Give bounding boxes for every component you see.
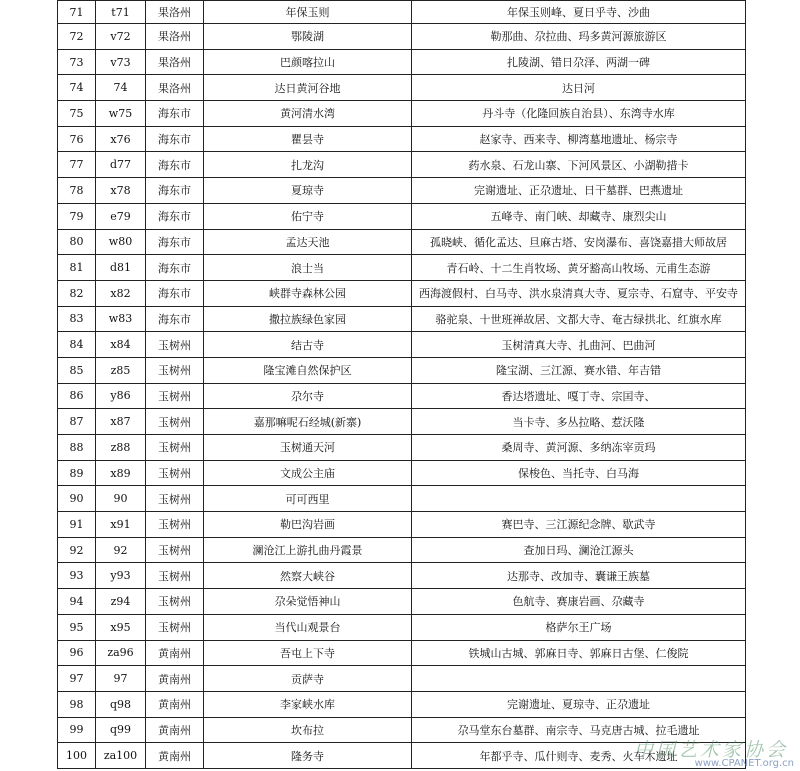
table-row	[58, 152, 746, 178]
row-region-cell: 玉树州	[146, 563, 204, 589]
row-notes-cell: 赵家寺、西来寺、柳湾墓地遗址、杨宗寺	[412, 126, 746, 152]
row-region-cell: 果洛州	[146, 75, 204, 101]
row-code-cell: 90	[96, 486, 146, 512]
row-notes-cell	[412, 486, 746, 512]
row-notes-cell: 勒那曲、尕拉曲、玛多黄河源旅游区	[412, 24, 746, 50]
table-row	[58, 743, 746, 769]
row-number-cell: 99	[58, 717, 96, 743]
row-number-cell: 73	[58, 49, 96, 75]
row-notes-cell: 保梭色、当托寺、白马海	[412, 460, 746, 486]
table-row	[58, 203, 746, 229]
row-site-cell: 玉树通天河	[204, 435, 412, 461]
row-code-cell: d81	[96, 255, 146, 281]
table-row	[58, 640, 746, 666]
row-region-cell: 玉树州	[146, 332, 204, 358]
row-number-cell: 77	[58, 152, 96, 178]
row-site-cell: 当代山观景台	[204, 614, 412, 640]
row-site-cell: 夏琼寺	[204, 178, 412, 204]
table-row	[58, 717, 746, 743]
row-notes-cell: 达日河	[412, 75, 746, 101]
table-row	[58, 1, 746, 24]
row-code-cell: w83	[96, 306, 146, 332]
row-number-cell: 89	[58, 460, 96, 486]
row-region-cell: 海东市	[146, 101, 204, 127]
table-row	[58, 126, 746, 152]
row-region-cell: 玉树州	[146, 486, 204, 512]
row-region-cell: 玉树州	[146, 357, 204, 383]
row-number-cell: 75	[58, 101, 96, 127]
row-notes-cell: 扎陵湖、错日尕泽、两湖一碑	[412, 49, 746, 75]
row-notes-cell: 尕马堂东台墓群、南宗寺、马克唐古城、拉毛遗址	[412, 717, 746, 743]
row-code-cell: q99	[96, 717, 146, 743]
table-row	[58, 332, 746, 358]
table-row	[58, 24, 746, 50]
table-row	[58, 589, 746, 615]
row-region-cell: 海东市	[146, 229, 204, 255]
table-row	[58, 486, 746, 512]
row-number-cell: 72	[58, 24, 96, 50]
row-region-cell: 玉树州	[146, 460, 204, 486]
table-row	[58, 229, 746, 255]
row-notes-cell: 当卡寺、多丛拉略、惹沃隆	[412, 409, 746, 435]
row-notes-cell: 查加日玛、澜沧江源头	[412, 537, 746, 563]
row-number-cell: 87	[58, 409, 96, 435]
row-site-cell: 峡群寺森林公园	[204, 280, 412, 306]
row-notes-cell: 骆驼泉、十世班禅故居、文都大寺、奄古绿拱北、红旗水库	[412, 306, 746, 332]
row-region-cell: 玉树州	[146, 383, 204, 409]
row-code-cell: v72	[96, 24, 146, 50]
table-row	[58, 101, 746, 127]
row-number-cell: 90	[58, 486, 96, 512]
row-region-cell: 海东市	[146, 203, 204, 229]
table-row	[58, 537, 746, 563]
row-site-cell: 嘉那嘛呢石经城(新寨)	[204, 409, 412, 435]
table-row	[58, 49, 746, 75]
row-region-cell: 黄南州	[146, 717, 204, 743]
row-notes-cell: 年保玉则峰、夏日乎寺、沙曲	[412, 1, 746, 24]
row-notes-cell: 五峰寺、南门峡、却藏寺、康烈尖山	[412, 203, 746, 229]
row-region-cell: 黄南州	[146, 691, 204, 717]
row-code-cell: w75	[96, 101, 146, 127]
row-site-cell: 澜沧江上游扎曲丹霞景	[204, 537, 412, 563]
row-number-cell: 71	[58, 1, 96, 24]
row-code-cell: z94	[96, 589, 146, 615]
row-code-cell: x95	[96, 614, 146, 640]
row-code-cell: q98	[96, 691, 146, 717]
table-row	[58, 409, 746, 435]
row-site-cell: 扎龙沟	[204, 152, 412, 178]
row-notes-cell: 完谢遗址、正尕遗址、日干墓群、巴燕遗址	[412, 178, 746, 204]
row-site-cell: 文成公主庙	[204, 460, 412, 486]
row-site-cell: 尕尔寺	[204, 383, 412, 409]
row-notes-cell: 色航寺、赛康岩画、尕藏寺	[412, 589, 746, 615]
row-number-cell: 91	[58, 512, 96, 538]
row-notes-cell	[412, 666, 746, 692]
row-region-cell: 玉树州	[146, 589, 204, 615]
row-code-cell: za96	[96, 640, 146, 666]
row-number-cell: 97	[58, 666, 96, 692]
row-number-cell: 84	[58, 332, 96, 358]
row-notes-cell: 西海渡假村、白马寺、洪水泉清真大寺、夏宗寺、石窟寺、平安寺	[412, 280, 746, 306]
row-number-cell: 78	[58, 178, 96, 204]
row-number-cell: 93	[58, 563, 96, 589]
row-region-cell: 黄南州	[146, 666, 204, 692]
row-region-cell: 玉树州	[146, 512, 204, 538]
table-row	[58, 280, 746, 306]
row-code-cell: d77	[96, 152, 146, 178]
row-code-cell: x82	[96, 280, 146, 306]
table-row	[58, 383, 746, 409]
row-code-cell: 92	[96, 537, 146, 563]
row-site-cell: 达日黄河谷地	[204, 75, 412, 101]
row-region-cell: 玉树州	[146, 435, 204, 461]
row-notes-cell: 桑周寺、黄河源、多纳冻宰贡玛	[412, 435, 746, 461]
table-row	[58, 614, 746, 640]
row-region-cell: 黄南州	[146, 743, 204, 769]
row-site-cell: 贡萨寺	[204, 666, 412, 692]
row-number-cell: 88	[58, 435, 96, 461]
row-code-cell: 74	[96, 75, 146, 101]
row-notes-cell: 药水泉、石龙山寨、下河风景区、小湖勒措卡	[412, 152, 746, 178]
row-notes-cell: 隆宝湖、三江源、赛水错、年吉错	[412, 357, 746, 383]
row-code-cell: y93	[96, 563, 146, 589]
table-row	[58, 306, 746, 332]
row-site-cell: 巴颜喀拉山	[204, 49, 412, 75]
row-number-cell: 74	[58, 75, 96, 101]
row-number-cell: 98	[58, 691, 96, 717]
row-number-cell: 81	[58, 255, 96, 281]
row-code-cell: 97	[96, 666, 146, 692]
table-row	[58, 75, 746, 101]
row-number-cell: 82	[58, 280, 96, 306]
row-number-cell: 79	[58, 203, 96, 229]
row-site-cell: 隆务寺	[204, 743, 412, 769]
row-code-cell: t71	[96, 1, 146, 24]
row-site-cell: 鄂陵湖	[204, 24, 412, 50]
row-notes-cell: 年都乎寺、瓜什则寺、麦秀、火车木遗址	[412, 743, 746, 769]
table-row	[58, 666, 746, 692]
table-row	[58, 512, 746, 538]
row-code-cell: w80	[96, 229, 146, 255]
row-notes-cell: 青石岭、十二生肖牧场、黄牙豁高山牧场、元甫生态游	[412, 255, 746, 281]
row-region-cell: 海东市	[146, 280, 204, 306]
row-site-cell: 年保玉则	[204, 1, 412, 24]
row-notes-cell: 香达塔遗址、嘎丁寺、宗囯寺、	[412, 383, 746, 409]
row-number-cell: 80	[58, 229, 96, 255]
row-code-cell: v73	[96, 49, 146, 75]
row-number-cell: 76	[58, 126, 96, 152]
row-number-cell: 86	[58, 383, 96, 409]
row-region-cell: 海东市	[146, 255, 204, 281]
row-region-cell: 海东市	[146, 126, 204, 152]
row-notes-cell: 丹斗寺（化隆回族自治县）、东湾寺水库	[412, 101, 746, 127]
row-notes-cell: 玉树清真大寺、扎曲河、巴曲河	[412, 332, 746, 358]
row-site-cell: 吾屯上下寺	[204, 640, 412, 666]
row-code-cell: x84	[96, 332, 146, 358]
row-code-cell: x87	[96, 409, 146, 435]
row-site-cell: 浪士当	[204, 255, 412, 281]
row-site-cell: 佑宁寺	[204, 203, 412, 229]
row-number-cell: 85	[58, 357, 96, 383]
row-region-cell: 果洛州	[146, 1, 204, 24]
row-region-cell: 玉树州	[146, 537, 204, 563]
row-number-cell: 92	[58, 537, 96, 563]
row-notes-cell: 完谢遗址、夏琼寺、正尕遗址	[412, 691, 746, 717]
row-site-cell: 孟达天池	[204, 229, 412, 255]
row-code-cell: x91	[96, 512, 146, 538]
row-code-cell: z85	[96, 357, 146, 383]
row-notes-cell: 孤晓峡、循化孟达、旦麻古塔、安岗瀑布、喜饶嘉措大师故居	[412, 229, 746, 255]
row-number-cell: 83	[58, 306, 96, 332]
row-site-cell: 李家峡水库	[204, 691, 412, 717]
row-region-cell: 黄南州	[146, 640, 204, 666]
row-number-cell: 94	[58, 589, 96, 615]
row-number-cell: 96	[58, 640, 96, 666]
row-code-cell: e79	[96, 203, 146, 229]
table-row	[58, 460, 746, 486]
row-region-cell: 海东市	[146, 178, 204, 204]
row-notes-cell: 铁城山古城、郭麻日寺、郭麻日古堡、仁俊院	[412, 640, 746, 666]
row-code-cell: z88	[96, 435, 146, 461]
watermark-url: www.CPANET.org.cn	[694, 758, 794, 769]
scenic-spot-table	[57, 0, 746, 769]
row-notes-cell: 赛巴寺、三江源纪念牌、歇武寺	[412, 512, 746, 538]
row-site-cell: 结古寺	[204, 332, 412, 358]
table-row	[58, 357, 746, 383]
row-site-cell: 勒巴沟岩画	[204, 512, 412, 538]
table-row	[58, 435, 746, 461]
watermark-title: 中国艺术家协会	[633, 739, 788, 761]
row-number-cell: 95	[58, 614, 96, 640]
table-row	[58, 563, 746, 589]
row-notes-cell: 达那寺、改加寺、囊谦王族墓	[412, 563, 746, 589]
row-region-cell: 果洛州	[146, 49, 204, 75]
row-site-cell: 隆宝滩自然保护区	[204, 357, 412, 383]
row-site-cell: 瞿昙寺	[204, 126, 412, 152]
row-region-cell: 玉树州	[146, 409, 204, 435]
row-site-cell: 可可西里	[204, 486, 412, 512]
table-row	[58, 255, 746, 281]
row-code-cell: x76	[96, 126, 146, 152]
table-row	[58, 691, 746, 717]
row-number-cell: 100	[58, 743, 96, 769]
row-site-cell: 尕朵觉悟神山	[204, 589, 412, 615]
row-region-cell: 海东市	[146, 152, 204, 178]
row-site-cell: 坎布拉	[204, 717, 412, 743]
table-row	[58, 178, 746, 204]
row-region-cell: 果洛州	[146, 24, 204, 50]
row-site-cell: 黄河清水湾	[204, 101, 412, 127]
row-site-cell: 然察大峡谷	[204, 563, 412, 589]
row-code-cell: x89	[96, 460, 146, 486]
row-notes-cell: 格萨尔王广场	[412, 614, 746, 640]
row-region-cell: 玉树州	[146, 614, 204, 640]
row-code-cell: x78	[96, 178, 146, 204]
row-site-cell: 撒拉族绿色家园	[204, 306, 412, 332]
row-code-cell: y86	[96, 383, 146, 409]
row-code-cell: za100	[96, 743, 146, 769]
row-region-cell: 海东市	[146, 306, 204, 332]
table-body	[58, 1, 746, 769]
